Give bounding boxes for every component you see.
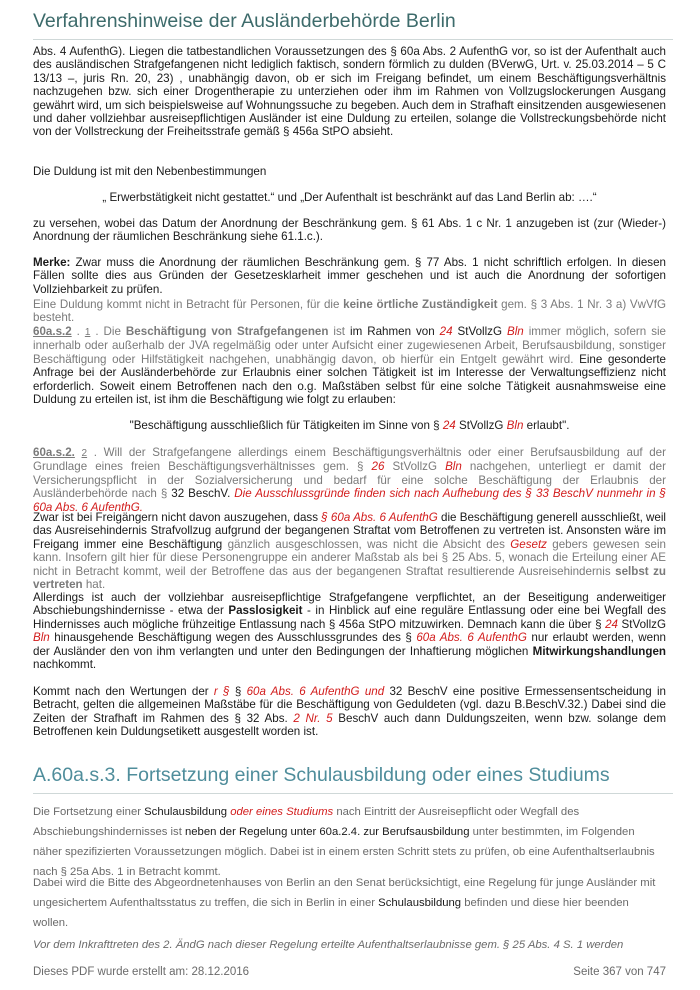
paragraph-ermessen: Kommt nach den Wertungen der r § § 60a Abs. 6 AufenthG und 32 BeschV eine positive Ermessensentscheidung in Betracht, gelten die allgemeinen Maßstäbe für die Beschäftigung von Geduldeten (vgl. dazu B.BeschV.32.) Dabei sind die Zeiten der Strafhaft im Rahmen des § 32 Abs. 2 Nr. 5 BeschV auch dann Duldungszeiten, wenn bzw. solange dem Betroffenen kein Duldungsetikett ausgestellt worden ist.	[33, 685, 666, 739]
paragraph-abgeordnetenhaus: Dabei wird die Bitte des Abgeordnetenhauses von Berlin an den Senat berücksichtigt, eine Regelung für junge Ausländer mit ungesichertem Aufenthaltsstatus zu treffen, die sich in Berlin in einer Schulausbildung befinden und diese hier beenden wollen.	[33, 877, 656, 929]
merke-text: Zwar muss die Anordnung der räumlichen Beschränkung gem. § 77 Abs. 1 nicht schriftlich erfolgen. In diesen Fällen sollte dies aus Gründen der Gesetzesklarheit immer geschehen und ist auch die Anordnung der sofortigen Vollziehbarkeit zu prüfen.	[33, 256, 666, 296]
quote-nebenbestimmungen: „ Erwerbstätigkeit nicht gestattet.“ und „Der Aufenthalt ist beschränkt auf das Land Berlin ab: ….“	[102, 191, 597, 204]
document-title: Verfahrenshinweise der Ausländerbehörde Berlin	[33, 10, 673, 40]
paragraph-schulausbildung: Die Fortsetzung einer Schulausbildung oder eines Studiums nach Eintritt der Ausreisepflicht oder Wegfall des Abschiebungshindernisses ist neben der Regelung unter 60a.2.4. zur Berufsausbildung unter bestimmten, im Folgenden näher spezifizierten Voraussetzungen möglich. Dabei ist in einem ersten Schritt stets zu prüfen, ob eine Aufenthaltserlaubnis nach § 25a Abs. 1 in Betracht kommt.	[33, 806, 655, 878]
paragraph-beschraenkung-datum: zu versehen, wobei das Datum der Anordnung der Beschränkung gem. § 61 Abs. 1 c Nr. 1 anzugeben ist (zur (Wieder-) Anordnung der räumlichen Beschränkung siehe 61.1.c.).	[33, 217, 666, 244]
paragraph-freigaenger: Zwar ist bei Freigängern nicht davon auszugehen, dass § 60a Abs. 6 AufenthG die Beschäftigung generell ausschließt, weil das Ausreisehindernis Strafvollzug aufgrund der begangenen Straftat vom Betroffenen zu vertreten ist. Ansonsten wäre im Freigang immer eine Beschäftigung gänzlich ausgeschlossen, was nicht die Absicht des Gesetz gebers gewesen sein kann. Insofern gilt hier für diese Personengruppe ein anderer Maßstab als bei § 25 Abs. 5, wonach die Erteilung einer AE nicht in Betracht kommt, weil der Betroffene das aus der begangenen Straftat resultierende Ausreisehindernis selbst zu vertreten hat.	[33, 511, 667, 592]
section-heading-60a-s-3: A.60a.s.3. Fortsetzung einer Schulausbildung oder eines Studiums	[33, 764, 673, 794]
marginal-number-2[interactable]: 2	[81, 448, 88, 459]
quote-beschaeftigung: "Beschäftigung ausschließlich für Tätigkeiten im Sinne von § 24 StVollzG Bln erlaubt".	[129, 419, 570, 432]
marginal-number-1[interactable]: 1	[84, 327, 91, 338]
paragraph-duldung-strafgefangene: Abs. 4 AufenthG). Liegen die tatbestandlichen Voraussetzungen des § 60a Abs. 2 AufenthG vor, so ist der Aufenthalt auch des ausländischen Strafgefangenen nicht lediglich faktisch, sondern förmlich zu dulden (BVerwG, Urt. v. 25.03.2014 – 5 C 13/13 –, juris Rn. 20, 23) , unabhängig davon, ob er sich im Freigang befindet, um einem Beschäftigungsverhältnis nachzugehen bzw. sich einer Drogentherapie zu unterziehen oder ihm im Rahmen von Vollzugslockerungen Ausgang gewährt wird, um sich beispielsweise auf Wohnungssuche zu begeben. Auch dem in Strafhaft einsitzenden ausgewiesenen und daher vollziehbar ausreisepflichtigen Ausländer ist eine Duldung zu erteilen, solange die Vollstreckungsbehörde nicht von der Vollstreckung der Freiheitsstrafe gemäß § 456a StPO absieht.	[33, 45, 666, 139]
section-60a-s-2-2: 60a.s.2. 2 . Will der Strafgefangene allerdings einem Beschäftigungsverhältnis oder einer Berufsausbildung auf der Grundlage eines freien Beschäftigungsverhältnisses gem. § 26 StVollzG Bln nachgehen, unterliegt er damit der Versicherungspflicht in der Sozialversicherung und bedarf für eine solche Beschäftigung der Erlaubnis der Ausländerbehörde nach § 32 BeschV. Die Ausschlussgründe finden sich nach Aufhebung des § 33 BeschV nunmehr in § 60a Abs. 6 AufenthG.	[33, 446, 666, 514]
merke-note	[33, 256, 666, 296]
footer-page-number: Seite 367 von 747	[573, 966, 666, 978]
paragraph-nebenbestimmungen: Die Duldung ist mit den Nebenbestimmungen	[33, 165, 267, 178]
section-60a-s-2-1: 60a.s.2 . 1 . Die Beschäftigung von Strafgefangenen ist im Rahmen von 24 StVollzG Bln immer möglich, sofern sie innerhalb oder außerhalb der JVA regelmäßig oder unter Aufsicht einer zugewiesenen Arbeit, Berufsausbildung, sonstiger Beschäftigung oder Hilfstätigkeit nachgehen, unabhängig davon, ob hierfür ein Entgelt gewährt wird. Eine gesonderte Anfrage bei der Ausländerbehörde zur Erlaubnis einer solchen Tätigkeit ist im Interesse der Verwaltungseffizienz nicht erforderlich. Soweit einem Betroffenen nach den o.g. Maßstäben selbst für eine solche Tätigkeit ausnahmsweise eine Duldung zu erteilen ist, ist ihm die Beschäftigung wie folgt zu erlauben:	[33, 325, 667, 407]
footer-created-date: Dieses PDF wurde erstellt am: 28.12.2016	[33, 966, 250, 978]
merke-label: Merke:	[33, 256, 71, 269]
page-footer	[33, 966, 666, 978]
paragraph-mitwirkung: Allerdings ist auch der vollziehbar ausreisepflichtige Strafgefangene verpflichtet, an der Beseitigung anderweitiger Abschiebungshindernisse - etwa der Passlosigkeit - in Hinblick auf eine reguläre Entlassung oder eine bei Wegfall des Hindernisses auch mögliche frühzeitige Entlassung nach § 456a StPO mitzuwirken. Demnach kann die über § 24 StVollzG Bln hinausgehende Beschäftigung wegen des Ausschlussgrundes des § 60a Abs. 6 AufenthG nur erlaubt werden, wenn der Ausländer den von ihm verlangten und unter den Bedingungen der Inhaftierung möglichen Mitwirkungshandlungen nachkommt.	[33, 591, 666, 672]
ref-60a-s-2[interactable]: 60a.s.2	[33, 325, 72, 338]
paragraph-inkrafttreten: Vor dem Inkrafttreten des 2. ÄndG nach dieser Regelung erteilte Aufenthaltserlaubnisse gem. § 25 Abs. 4 S. 1 werden	[33, 939, 624, 951]
paragraph-zustaendigkeit: Eine Duldung kommt nicht in Betracht für Personen, für die keine örtliche Zuständigkeit gem. § 3 Abs. 1 Nr. 3 a) VwVfG besteht.	[33, 298, 666, 325]
ref-60a-s-2-2[interactable]: 60a.s.2.	[33, 446, 75, 459]
